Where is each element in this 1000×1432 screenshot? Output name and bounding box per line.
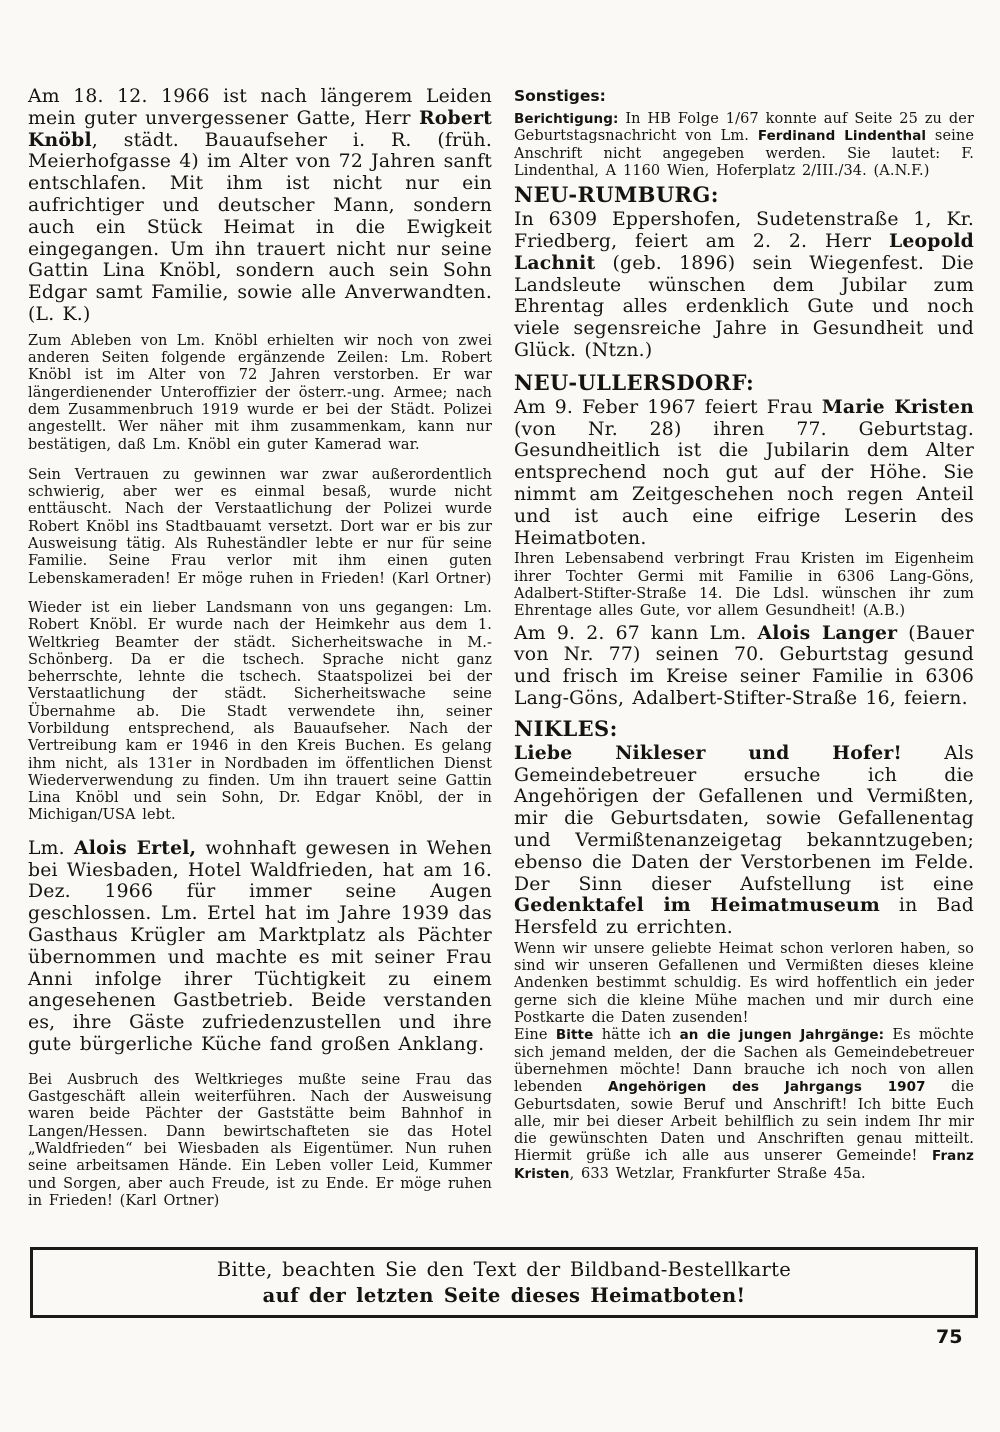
nikles-note-paragraph: Wenn wir unsere geliebte Heimat schon verloren haben, so sind wir unseren Gefallenen und Vermißten dieses kleine Andenken bestimmt schuldig. Es wird hoffentlich ein jeder gerne sich die kleine Mühe machen und mir durch eine Postkarte die Daten zusenden! (514, 940, 974, 1027)
obituary-ertel-notice (28, 838, 492, 1056)
text-segment: Eine (514, 1027, 556, 1044)
notice-line-2: auf der letzten Seite dieses Heimatboten! (262, 1284, 746, 1307)
jahrgaenge-emphasis: an die jungen Jahrgänge: (679, 1027, 885, 1044)
nikles-appeal-paragraph (514, 743, 974, 939)
text-segment: Am 9. 2. 67 kann Lm. (514, 622, 758, 644)
knoebl-supplement-2: Sein Vertrauen zu gewinnen war zwar außerordentlich schwierig, aber wer es einmal besaß, wurde nicht enttäuscht. Nach der Verstaatlichung der Polizei wurde Robert Knöbl ins Stadtbauamt versetzt. Dort war er bis zur Ausweisung tätig. Als Ruheständler lebte er nur für seine Familie. Seine Frau verlor mit ihm einen guten Lebenskameraden! Er möge ruhen in Frieden! (Karl Ortner) (28, 466, 492, 587)
text-segment: , städt. Bauaufseher i. R. (früh. Meierhofgasse 4) im Alter von 72 Jahren sanft entschlafen. Mit ihm ist nicht nur ein aufrichtiger und deutscher Mann, sondern auch ein Stück Heimat in die Ewigkeit eingegangen. Um ihn trauert nicht nur seine Gattin Lina Knöbl, sondern auch sein Sohn Edgar samt Familie, sowie alle Anverwandten. (L. K.) (28, 129, 492, 325)
text-segment: seine Anschrift nicht angegeben werden. Sie lautet: F. Lindenthal, A 1160 Wien, Hoferplatz 2/III./34. (A.N.F.) (514, 128, 975, 179)
text-segment: , 633 Wetzlar, Frankfurter Straße 45a. (569, 1165, 866, 1182)
nikles-request-paragraph (514, 1027, 974, 1183)
salutation-nikleser: Liebe Nikleser und Hofer! (514, 741, 902, 764)
notice-box (30, 1247, 978, 1318)
neu-rumburg-paragraph (514, 209, 974, 362)
notice-line-1: Bitte, beachten Sie den Text der Bildband-Bestellkarte (216, 1258, 792, 1281)
ullersdorf-kristen-paragraph (514, 397, 974, 550)
nikles-heading: NIKLES: (514, 715, 618, 741)
person-name-ferdinand-lindenthal: Ferdinand Lindenthal (757, 128, 927, 145)
text-segment: in Bad Hersfeld zu errichten. (514, 895, 975, 939)
berichtigung-paragraph (514, 111, 974, 180)
person-name-leopold-lachnit: Leopold Lachnit (514, 229, 974, 274)
gedenktafel-emphasis: Gedenktafel im Heimatmuseum (514, 894, 880, 917)
text-segment: wohnhaft gewesen in Wehen bei Wiesbaden, Hotel Waldfrieden, hat am 16. Dez. 1966 für immer seine Augen geschlossen. Lm. Ertel hat im Jahre 1939 das Gasthaus Krügler am Marktplatz als Pächter übernommen und machte es mit seiner Frau Anni infolge ihrer Tüchtigkeit zu einem angesehenen Gastbetrieb. Beide verstanden es, ihre Gäste zufriedenzustellen und ihre gute bürgerliche Küche fand großen Anklang. (28, 837, 493, 1055)
right-column (514, 88, 974, 1183)
person-name-robert-knoebl: Robert Knöbl (28, 106, 492, 151)
text-segment: Als Gemeindebetreuer ersuche ich die Angehörigen der Gefallenen und Vermißten, mir die Geburtsdaten, sowie Gefallenentag und Vermißtenanzeigetag bekanntzugeben; ebenso die Daten der Verstorbenen im Felde. Der Sinn dieser Aufstellung ist eine (514, 742, 974, 895)
text-segment: (von Nr. 28) ihren 77. Geburtstag. Gesundheitlich ist die Jubilarin dem Alter entsprechend noch gut auf der Höhe. Sie nimmt am Zeitgeschehen noch regen Anteil und ist auch eine eifrige Leserin des Heimatboten. (514, 418, 974, 549)
sonstiges-heading: Sonstiges: (514, 87, 606, 105)
text-segment: Es möchte sich jemand melden, der die Sachen als Gemeindebetreuer übernehmen möchte! Dann brauche ich noch von allen lebenden (514, 1027, 974, 1096)
person-name-franz-kristen: Franz Kristen (514, 1148, 974, 1182)
person-name-marie-kristen: Marie Kristen (821, 395, 974, 418)
knoebl-supplement-3: Wieder ist ein lieber Landsmann von uns gegangen: Lm. Robert Knöbl. Er wurde nach der Heimkehr aus dem 1. Weltkrieg Beamter der städt. Sicherheitswache in M.-Schönberg. Da er die tschech. Sprache nicht ganz beherrschte, lehnte die tschech. Staatspolizei bei der Verstaatlichung der städt. Sicherheitswache seine Übernahme ab. Die Stadt verwendete ihn, seiner Vorbildung entsprechend, als Bauaufseher. Nach der Vertreibung kam er 1946 in den Kreis Buchen. Es gelang ihm nicht, als 131er in Nordbaden im öffentlichen Dienst Wiederverwendung zu finden. Um ihn trauert seine Gattin Lina Knöbl und sein Sohn, Dr. Edgar Knöbl, der in Michigan/USA lebt. (28, 599, 492, 824)
text-segment: die Geburtsdaten, sowie Beruf und Anschrift! Ich bitte Euch alle, mir bei dieser Arbeit behilflich zu sein indem Ihr mir die gewünschten Daten und Anschriften genau mitteilt. Hiermit grüße ich alle aus unserer Gemeinde! (514, 1079, 974, 1165)
ertel-supplement: Bei Ausbruch des Weltkrieges mußte seine Frau das Gastgeschäft allein weiterführen. Nach der Ausweisung waren beide Pächter der Gaststätte beim Bahnhof in Langen/Hessen. Dann bewirtschafteten sie das Hotel „Waldfrieden“ bei Wiesbaden als Eigentümer. Nun ruhen seine arbeitsamen Hände. Ein Leben voller Leid, Kummer und Sorgen, aber auch Freude, ist zu Ende. Er möge ruhen in Frieden! (Karl Ortner) (28, 1071, 492, 1209)
text-segment: Lm. (28, 837, 74, 859)
neu-rumburg-heading: NEU-RUMBURG: (514, 182, 719, 208)
bitte-emphasis: Bitte (555, 1027, 594, 1044)
neu-ullersdorf-heading: NEU-ULLERSDORF: (514, 369, 755, 395)
knoebl-supplement-1: Zum Ableben von Lm. Knöbl erhielten wir noch von zwei anderen Seiten folgende ergänzende Zeilen: Lm. Robert Knöbl ist im Alter von 72 Jahren verstorben. Er war längerdienender Unteroffizier der österr.-ung. Armee; nach dem Zusammenbruch 1919 wurde er bei der Städt. Polizei angestellt. Wer näher mit ihm zusammenkam, kann nur bestätigen, daß Lm. Knöbl ein guter Kamerad war. (28, 332, 492, 453)
person-name-alois-ertel: Alois Ertel, (73, 836, 197, 859)
kristen-detail-paragraph: Ihren Lebensabend verbringt Frau Kristen im Eigenheim ihrer Tochter Germi mit Familie in 6306 Lang-Göns, Adalbert-Stifter-Straße 14. Die Ldsl. wünschen ihr zum Ehrentage alles Gute, vor allem Gesundheit! (A.B.) (514, 551, 974, 620)
text-segment: (geb. 1896) sein Wiegenfest. Die Landsleute wünschen dem Jubilar zum Ehrentag alles erdenklich Gute und noch viele segensreiche Jahre in Gesundheit und Glück. (Ntzn.) (514, 252, 974, 361)
person-name-alois-langer: Alois Langer (757, 621, 898, 644)
text-segment: (Bauer von Nr. 77) seinen 70. Geburtstag gesund und frisch im Kreise seiner Familie in 6306 Lang-Göns, Adalbert-Stifter-Straße 16, feiern. (514, 622, 975, 709)
text-segment: hätte ich (593, 1027, 680, 1044)
text-segment: In HB Folge 1/67 konnte auf Seite 25 zu der Geburtstagsnachricht von Lm. (514, 111, 974, 145)
page-number: 75 (936, 1326, 963, 1348)
langer-paragraph (514, 623, 974, 710)
left-column (28, 86, 492, 1210)
obituary-knoebl-notice (28, 86, 492, 326)
berichtigung-label: Berichtigung: (514, 111, 619, 127)
text-segment: In 6309 Eppershofen, Sudetenstraße 1, Kr. Friedberg, feiert am 2. 2. Herr (514, 209, 974, 252)
text-segment: Am 18. 12. 1966 ist nach längerem Leiden mein guter unvergessener Gatte, Herr (28, 86, 492, 129)
jahrgang-1907-emphasis: Angehörigen des Jahrgangs 1907 (608, 1079, 926, 1096)
text-segment: Am 9. Feber 1967 feiert Frau (514, 396, 822, 418)
